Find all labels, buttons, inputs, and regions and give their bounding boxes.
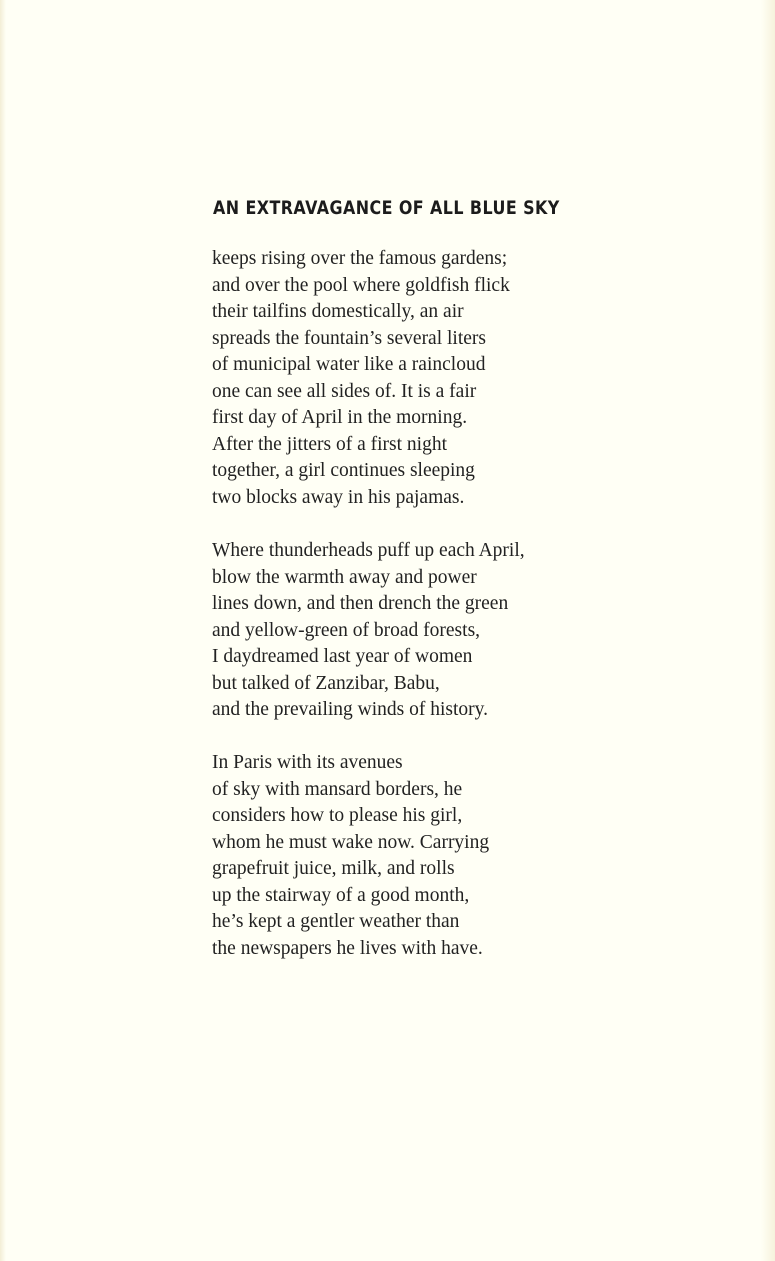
poem-line: whom he must wake now. Carrying xyxy=(212,831,490,853)
poem-line: together, a girl continues sleeping xyxy=(212,460,475,481)
poem-line: up the stairway of a good month, xyxy=(212,884,470,906)
poem-line: considers how to please his girl, xyxy=(212,805,463,826)
poem-line: of municipal water like a raincloud xyxy=(212,354,486,375)
poem-title: AN EXTRAVAGANCE OF ALL BLUE SKY xyxy=(213,198,560,219)
stanza-1 xyxy=(212,246,510,511)
poem-line: he’s kept a gentler weather than xyxy=(212,911,460,932)
poem-line: the newspapers he lives with have. xyxy=(212,937,483,959)
poem-line: but talked of Zanzibar, Babu, xyxy=(212,672,440,694)
poem-line: Where thunderheads puff up each April, xyxy=(212,540,525,561)
poem-line: spreads the fountain’s several liters xyxy=(212,327,486,349)
poem-line: and the prevailing winds of history. xyxy=(212,699,489,720)
page-right-edge xyxy=(761,0,775,1261)
poem-line: lines down, and then drench the green xyxy=(212,593,509,614)
poem-line: one can see all sides of. It is a fair xyxy=(212,380,477,402)
poem-line: and yellow-green of broad forests, xyxy=(212,619,481,641)
poem-line: their tailfins domestically, an air xyxy=(212,301,464,322)
poem-line: keeps rising over the famous gardens; xyxy=(212,248,508,269)
poem-line: blow the warmth away and power xyxy=(212,566,477,588)
poem-line: first day of April in the morning. xyxy=(212,407,468,428)
poem-line: of sky with mansard borders, he xyxy=(212,778,463,800)
poem-line: grapefruit juice, milk, and rolls xyxy=(212,858,455,879)
poem-line: In Paris with its avenues xyxy=(212,752,403,773)
page-left-edge xyxy=(0,0,6,1261)
poem-line: and over the pool where goldfish flick xyxy=(212,274,510,296)
poem-line: I daydreamed last year of women xyxy=(212,646,473,667)
poem-line: two blocks away in his pajamas. xyxy=(212,486,465,508)
stanza-2 xyxy=(212,538,525,724)
poem-line: After the jitters of a first night xyxy=(212,433,448,455)
stanza-3 xyxy=(212,750,489,962)
